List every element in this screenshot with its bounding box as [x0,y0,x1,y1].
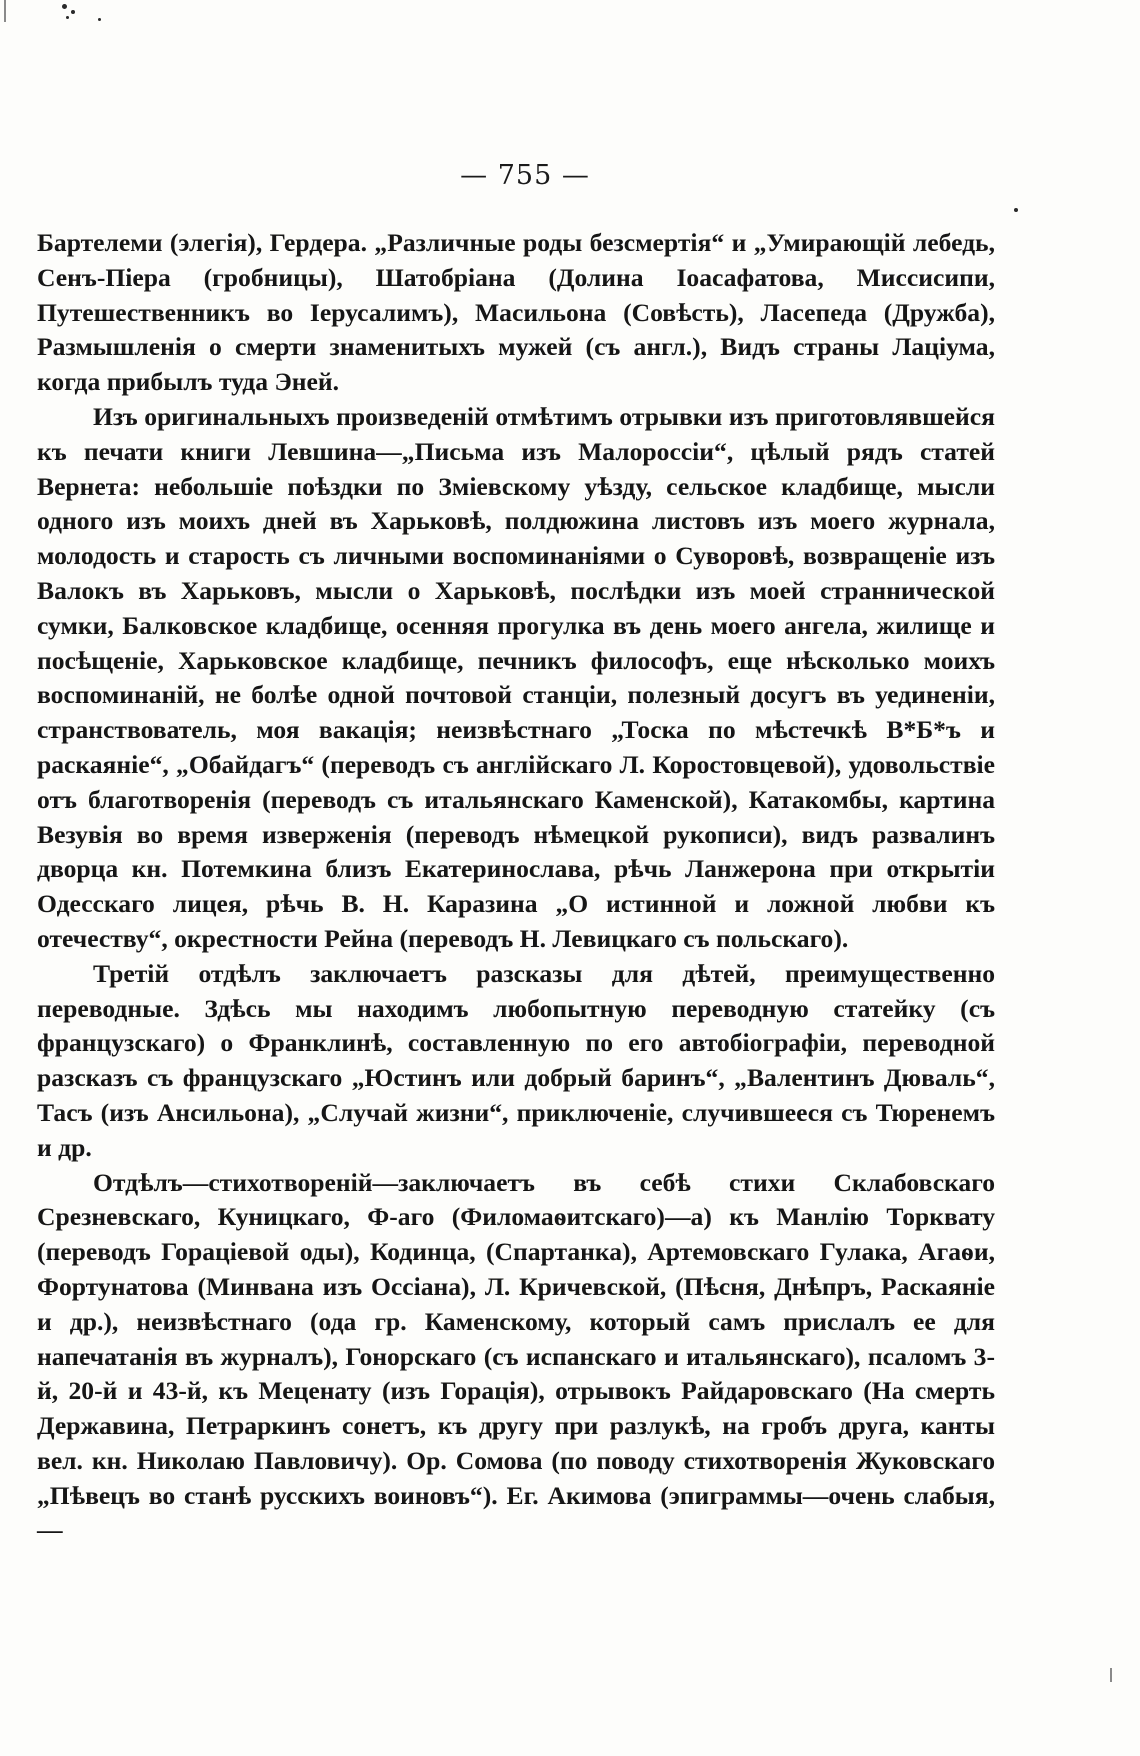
ink-speck [62,4,67,9]
ink-speck [66,16,69,19]
ink-speck [98,18,101,21]
paragraph: Третій отдѣлъ заключаетъ разсказы для дѣтей, преимущественно переводные. Здѣсь мы находимъ любопытную переводную статейку (съ французскаго) о Франклинѣ, составленную по его автобіографіи, переводной разсказъ съ французскаго „Юстинъ или добрый баринъ“, „Валентинъ Дюваль“, Тасъ (изъ Ансильона), „Случай жизни“, приключеніе, случившееся съ Тюренемъ и др. [37,958,995,1162]
edge-mark [1110,1668,1112,1682]
paragraph: Отдѣлъ—стихотвореній—заключаетъ въ себѣ стихи Склабовскаго Срезневскаго, Куницкаго, Ф-аго (Филомаѳитскаго)—а) къ Манлію Торквату (переводъ Гораціевой оды), Кодинца, (Спартанка), Артемовскаго Гулака, Агаѳи, Фортунатова (Минвана изъ Оссіана), Л. Кричевской, (Пѣсня, Днѣпръ, Раскаяніе и др.), неизвѣстнаго (ода гр. Каменскому, который самъ прислалъ ее для напечатанія въ журналъ), Гонорскаго (съ испанскаго и итальянскаго), псаломъ 3-й, 20-й и 43-й, къ Меценату (изъ Горація), отрывокъ Райдаровскаго (На смерть Державина, Петраркинъ сонетъ, къ другу при разлукѣ, на гробъ друга, канты вел. кн. Николаю Павловичу). Ор. Сомова (по поводу стихотворенія Жуковскаго „Пѣвецъ во станѣ русскихъ воиновъ“). Ег. Акимова (эпиграммы—очень слабыя,— [37,1167,995,1545]
ink-speck [71,10,75,14]
body-text [37,226,995,1548]
paragraph: Изъ оригинальныхъ произведеній отмѣтимъ отрывки изъ приготовлявшейся къ печати книги Левшина—„Письма изъ Малороссіи“, цѣлый рядъ статей Вернета: небольшіе поѣздки по Зміевскому уѣзду, сельское кладбище, мысли одного изъ моихъ дней въ Харьковѣ, полдюжина листовъ изъ моего журнала, молодость и старость съ личными воспоминаніями о Суворовѣ, возвращеніе изъ Валокъ въ Харьковъ, мысли о Харьковѣ, послѣдки изъ моей страннической сумки, Балковское кладбище, осенняя прогулка въ день моего ангела, жилище и посѣщеніе, Харьковское кладбище, печникъ философъ, еще нѣсколько моихъ воспоминаній, не болѣе одной почтовой станціи, полезный досугъ въ уединеніи, странствователь, моя вакація; неизвѣстнаго „Тоска по мѣстечкѣ В*Б*ъ и раскаяніе“, „Обайдагъ“ (переводъ съ англійскаго Л. Коростовцевой), удовольствіе отъ благотворенія (переводъ съ итальянскаго Каменской), Катакомбы, картина Везувія во время изверженія (переводъ нѣмецкой рукописи), видъ развалинъ дворца кн. Потемкина близъ Екатеринослава, рѣчь Ланжерона при открытіи Одесскаго лицея, рѣчь В. Н. Каразина „О истинной и ложной любви къ отечеству“, окрестности Рейна (переводъ Н. Левицкаго съ польскаго). [37,401,995,953]
paragraph: Бартелеми (элегія), Гердера. „Различные роды безсмертія“ и „Умирающій лебедь, Сенъ-Піера (гробницы), Шатобріана (Долина Іоасафатова, Миссисипи, Путешественникъ во Іерусалимъ), Масильона (Совѣсть), Ласепеда (Дружба), Размышленія о смерти знаменитыхъ мужей (съ англ.), Видъ страны Лаціума, когда прибылъ туда Эней. [37,228,995,397]
edge-mark [4,0,6,22]
ink-speck [1014,208,1018,212]
page-number: — 755 — [460,160,590,191]
